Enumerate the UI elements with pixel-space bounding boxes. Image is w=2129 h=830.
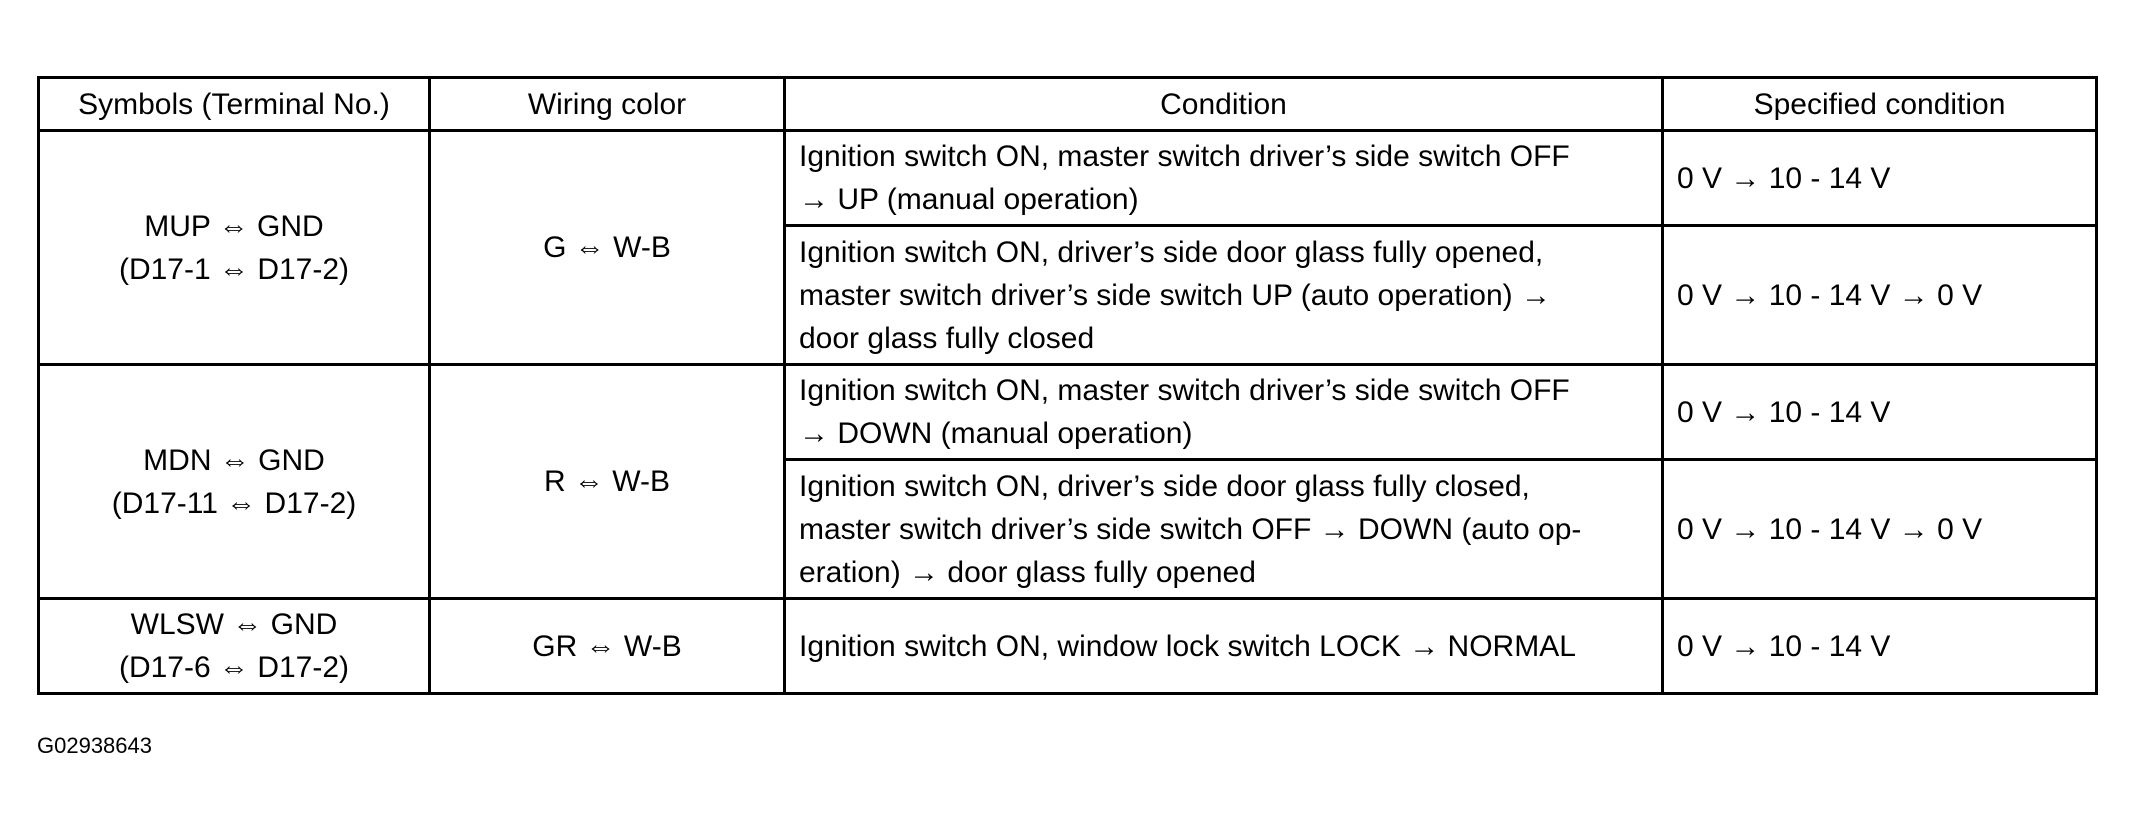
specified-condition-cell: 0 V → 10 - 14 V → 0 V: [1663, 460, 2097, 599]
header-wiring-color: Wiring color: [430, 78, 785, 131]
specified-condition-cell: 0 V → 10 - 14 V: [1663, 365, 2097, 460]
table-row: [39, 599, 2097, 694]
condition-line: eration) → door glass fully opened: [799, 555, 1256, 589]
symbol-name: WLSW ⇔ GND: [130, 608, 338, 641]
condition-line: Ignition switch ON, master switch driver’s side switch OFF: [799, 374, 1570, 407]
condition-cell: [785, 365, 1663, 460]
condition-line: master switch driver’s side switch OFF → DOWN (auto op-: [799, 512, 1582, 546]
table-header-row: [39, 78, 2097, 131]
terminal-number: (D17-1 ⇔ D17-2): [118, 252, 350, 286]
terminal-number: (D17-11 ⇔ D17-2): [111, 486, 357, 520]
condition-cell: [785, 599, 1663, 694]
wiring-color-cell: R ⇔ W-B: [430, 365, 785, 599]
specified-condition-cell: 0 V → 10 - 14 V: [1663, 599, 2097, 694]
condition-line: Ignition switch ON, driver’s side door glass fully opened,: [799, 235, 1544, 269]
terminal-spec-table: [37, 76, 2098, 695]
condition-cell: [785, 226, 1663, 365]
symbol-cell: [39, 131, 430, 365]
header-condition: Condition: [785, 78, 1663, 131]
wiring-color-cell: GR ⇔ W-B: [430, 599, 785, 694]
table-row: [39, 131, 2097, 226]
symbol-cell: [39, 365, 430, 599]
condition-line: door glass fully closed: [799, 321, 1095, 355]
specified-condition-cell: 0 V → 10 - 14 V: [1663, 131, 2097, 226]
condition-cell: [785, 460, 1663, 599]
figure-id: G02938643: [37, 733, 152, 758]
condition-line: Ignition switch ON, window lock switch LOCK → NORMAL: [799, 629, 1576, 663]
symbol-name: MUP ⇔ GND: [144, 209, 324, 243]
condition-line: Ignition switch ON, master switch driver’s side switch OFF: [799, 140, 1570, 173]
symbol-cell: [39, 599, 430, 694]
wiring-color-cell: G ⇔ W-B: [430, 131, 785, 365]
condition-cell: [785, 131, 1663, 226]
terminal-number: (D17-6 ⇔ D17-2): [118, 651, 350, 684]
header-specified-condition: Specified condition: [1663, 78, 2097, 131]
header-symbols: Symbols (Terminal No.): [39, 78, 430, 131]
table-row: [39, 365, 2097, 460]
condition-line: master switch driver’s side switch UP (auto operation) →: [799, 278, 1551, 312]
condition-line: → UP (manual operation): [799, 183, 1139, 216]
condition-line: Ignition switch ON, driver’s side door glass fully closed,: [799, 469, 1530, 503]
condition-line: → DOWN (manual operation): [799, 417, 1193, 450]
specified-condition-cell: 0 V → 10 - 14 V → 0 V: [1663, 226, 2097, 365]
symbol-name: MDN ⇔ GND: [143, 443, 325, 477]
